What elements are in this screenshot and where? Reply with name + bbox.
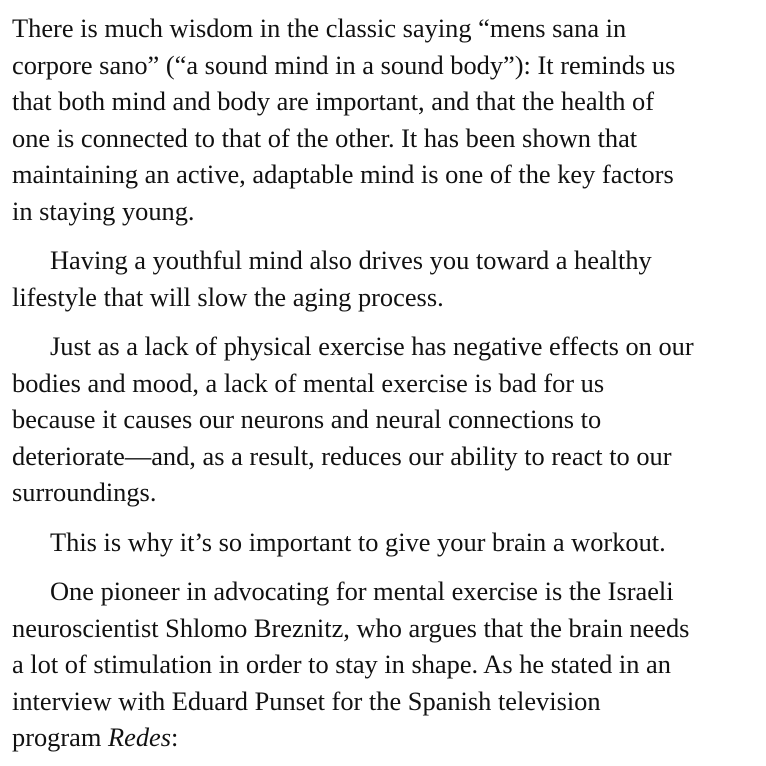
text-line: neuroscientist Shlomo Breznitz, who argues that the brain needs bbox=[12, 612, 690, 643]
program-title: Redes bbox=[108, 722, 172, 752]
paragraph-3 bbox=[12, 328, 764, 511]
document-page bbox=[12, 10, 764, 756]
text-line: corpore sano” (“a sound mind in a sound body”): It reminds us bbox=[12, 49, 676, 80]
text-line: interview with Eduard Punset for the Spanish television bbox=[12, 685, 601, 716]
text-line: because it causes our neurons and neural connections to bbox=[12, 404, 602, 434]
text-line-prefix: program bbox=[12, 722, 109, 752]
paragraph-2 bbox=[12, 242, 764, 315]
text-line: that both mind and body are important, and that the health of bbox=[12, 86, 655, 116]
text-line: a lot of stimulation in order to stay in shape. As he stated in an bbox=[12, 649, 671, 679]
text-line: surroundings. bbox=[12, 477, 157, 507]
text-line: This is why it’s so important to give your brain a workout. bbox=[50, 526, 666, 557]
text-line: one is connected to that of the other. It has been shown that bbox=[12, 122, 638, 153]
paragraph-1 bbox=[12, 10, 764, 229]
text-line: deteriorate—and, as a result, reduces our ability to react to our bbox=[12, 440, 672, 471]
paragraph-4 bbox=[12, 524, 764, 561]
text-line: lifestyle that will slow the aging process. bbox=[12, 281, 444, 312]
text-line: There is much wisdom in the classic saying “mens sana in bbox=[12, 13, 627, 43]
text-line: Having a youthful mind also drives you toward a healthy bbox=[50, 245, 652, 275]
text-line: Just as a lack of physical exercise has negative effects on our bbox=[50, 331, 694, 361]
text-line: One pioneer in advocating for mental exercise is the Israeli bbox=[50, 576, 674, 606]
text-line: bodies and mood, a lack of mental exercise is bad for us bbox=[12, 367, 605, 398]
text-line: maintaining an active, adaptable mind is one of the key factors bbox=[12, 159, 674, 189]
text-line: in staying young. bbox=[12, 195, 195, 226]
paragraph-5 bbox=[12, 573, 764, 756]
text-line-suffix: : bbox=[171, 722, 179, 752]
